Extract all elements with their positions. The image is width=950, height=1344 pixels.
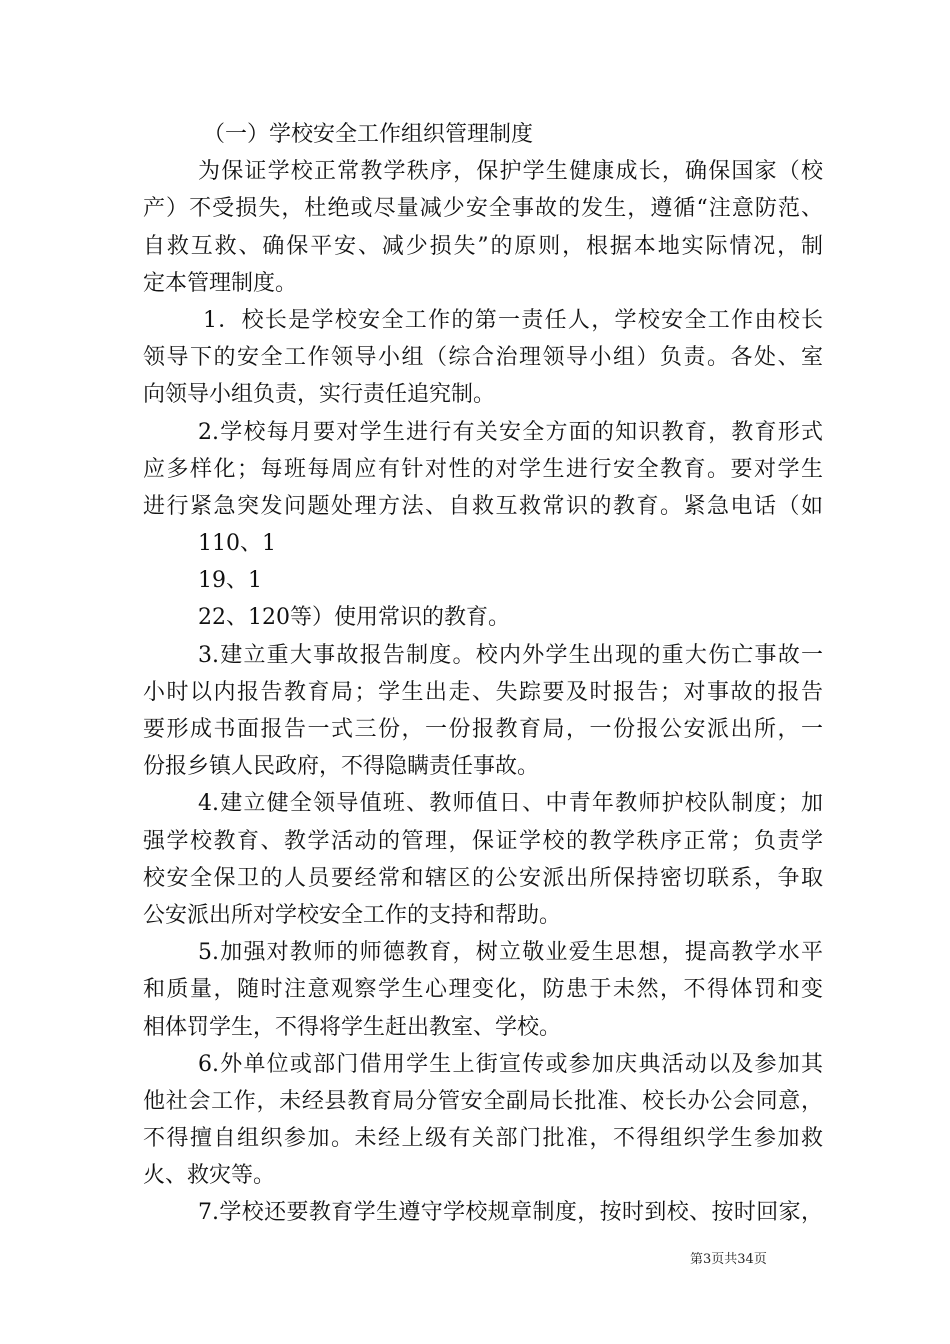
document-body (143, 116, 823, 1232)
paragraph-line: 强学校教育、教学活动的管理，保证学校的教学秩序正常；负责学 (143, 828, 823, 854)
page-number: 第3页共34页 (690, 1252, 767, 1267)
paragraph-line: 产）不受损失，杜绝或尽量减少安全事故的发生，遵循“注意防范、 (143, 196, 823, 222)
paragraph-line: 2.学校每月要对学生进行有关安全方面的知识教育，教育形式 (198, 419, 823, 445)
paragraph-line: 5.加强对教师的师德教育，树立敬业爱生思想，提高教学水平 (198, 940, 823, 966)
section-heading: （一）学校安全工作组织管理制度 (203, 122, 534, 147)
paragraph-line: 22、120等）使用常识的教育。 (198, 605, 510, 631)
paragraph-line: 公安派出所对学校安全工作的支持和帮助。 (143, 902, 562, 928)
paragraph-line: 校安全保卫的人员要经常和辖区的公安派出所保持密切联系，争取 (143, 865, 823, 891)
paragraph-line: 1．校长是学校安全工作的第一责任人，学校安全工作由校长 (203, 307, 823, 333)
paragraph-line: 4.建立健全领导值班、教师值日、中青年教师护校队制度；加 (198, 791, 823, 817)
paragraph-line: 他社会工作，未经县教育局分管安全副局长批准、校长办公会同意， (143, 1088, 823, 1114)
paragraph-line: 定本管理制度。 (143, 270, 298, 296)
paragraph-line: 火、救灾等。 (143, 1163, 276, 1189)
paragraph-line: 自救互救、确保平安、减少损失”的原则，根据本地实际情况，制 (143, 233, 823, 259)
paragraph-line: 7.学校还要教育学生遵守学校规章制度，按时到校、按时回家， (198, 1200, 823, 1226)
paragraph-line: 应多样化；每班每周应有针对性的对学生进行安全教育。要对学生 (143, 456, 823, 482)
paragraph-line: 和质量，随时注意观察学生心理变化，防患于未然，不得体罚和变 (143, 977, 823, 1003)
paragraph-line: 份报乡镇人民政府，不得隐瞒责任事故。 (143, 754, 540, 780)
paragraph-line: 要形成书面报告一式三份，一份报教育局，一份报公安派出所，一 (143, 717, 823, 742)
paragraph-line: 110、1 (198, 531, 276, 557)
paragraph-line: 为保证学校正常教学秩序，保护学生健康成长，确保国家（校 (198, 159, 823, 185)
paragraph-line: 相体罚学生，不得将学生赶出教室、学校。 (143, 1014, 562, 1040)
paragraph-line: 小时以内报告教育局；学生出走、失踪要及时报告；对事故的报告 (143, 679, 823, 705)
paragraph-line: 3.建立重大事故报告制度。校内外学生出现的重大伤亡事故一 (198, 642, 823, 668)
paragraph-line: 向领导小组负责，实行责任追究制。 (143, 382, 496, 408)
paragraph-line: 6.外单位或部门借用学生上街宣传或参加庆典活动以及参加其 (198, 1051, 823, 1077)
paragraph-line: 进行紧急突发问题处理方法、自救互救常识的教育。紧急电话（如 (143, 493, 823, 519)
paragraph-line: 19、1 (198, 568, 262, 594)
paragraph-line: 领导下的安全工作领导小组（综合治理领导小组）负责。各处、室 (143, 345, 823, 371)
paragraph-line: 不得擅自组织参加。未经上级有关部门批准，不得组织学生参加救 (143, 1126, 823, 1152)
